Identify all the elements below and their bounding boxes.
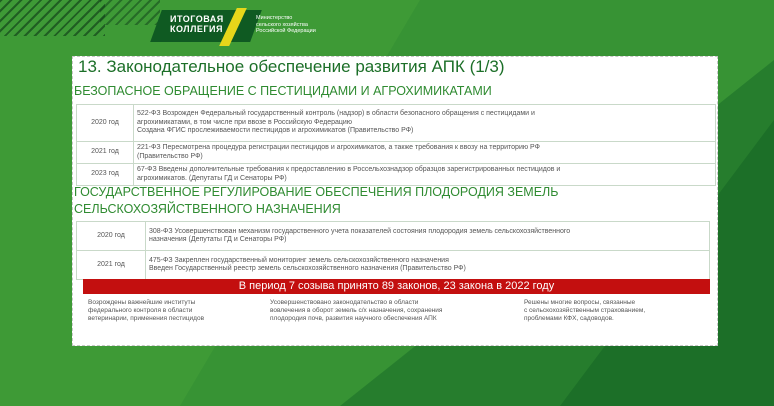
table-row [77,164,716,186]
law-cell [146,251,710,280]
table-row [77,142,716,164]
law-line: 308-ФЗ Усовершенствован механизм государственного учета показателей состояния плодородия земель сельскохозяйственного [149,227,571,235]
ministry-line-1: Министерство [256,15,293,21]
slide-title: 13. Законодательное обеспечение развития АПК (1/3) [78,57,505,76]
section-heading-line: ГОСУДАРСТВЕННОЕ РЕГУЛИРОВАНИЕ ОБЕСПЕЧЕНИЯ ПЛОДОРОДИЯ ЗЕМЕЛЬ [74,185,559,199]
summary-banner: В период 7 созыва принято 89 законов, 23 закона в 2022 году [83,279,710,294]
law-cell [146,222,710,251]
law-line: Введен Государственный реестр земель сельскохозяйственного назначения (Правительство РФ) [149,265,466,272]
decorative-stripes [0,0,105,36]
summary-line: плодородия почв, развития научного обеспечения АПК [270,315,437,322]
section-heading-pesticides: БЕЗОПАСНОЕ ОБРАЩЕНИЕ С ПЕСТИЦИДАМИ И АГРОХИМИКАТАМИ [74,84,492,98]
logo-line-1: ИТОГОВАЯ [170,14,224,24]
year-cell: 2020 год [77,222,146,251]
ministry-line-2: сельского хозяйства [256,21,308,28]
table-row [77,222,710,251]
soil-fertility-table [76,221,710,280]
law-line: агрохимикатов. (Депутаты ГД и Сенаторы РФ) [137,174,287,182]
law-cell [134,164,716,186]
summary-line: Решены многие вопросы, связанные [524,299,636,306]
summary-line: вовлечения в оборот земель с/х назначения, сохранения [270,307,443,314]
law-line: 221-ФЗ Пересмотрена процедура регистрации пестицидов и агрохимикатов, а также требования к ввозу на территорию РФ [137,144,540,151]
summary-column-2 [270,299,442,323]
section-heading-soil-fertility [74,184,558,218]
law-line: 522-ФЗ Возрожден Федеральный государственный контроль (надзор) в области безопасного обращения с пестицидами и [137,110,535,118]
table-row [77,251,710,280]
ministry-line-3: Российской Федерации [256,28,316,34]
section-heading-line: СЕЛЬСКОХОЗЯЙСТВЕННОГО НАЗНАЧЕНИЯ [74,202,341,216]
summary-column-1 [88,299,204,323]
year-cell: 2021 год [77,251,146,280]
law-line: 475-ФЗ Закреплен государственный мониторинг земель сельскохозяйственного назначения [149,256,449,264]
law-line: Создана ФГИС прослеживаемости пестицидов и агрохимикатов (Правительство РФ) [137,127,414,135]
summary-line: Усовершенствовано законодательство в области [270,299,419,306]
law-cell [134,105,716,142]
pesticides-table [76,104,716,186]
logo-line-2: КОЛЛЕГИЯ [170,24,223,34]
summary-line: Возрождены важнейшие институты [88,299,196,306]
law-cell [134,142,716,164]
summary-line: проблемами КФХ, садоводов. [524,315,614,322]
summary-line: федерального контроля в области [88,307,193,314]
law-line: назначения (Депутаты ГД и Сенаторы РФ) [149,236,287,243]
law-line: агрохимикатами, в том числе при ввозе в Российскую Федерацию [137,118,353,126]
logo-text [170,14,224,34]
law-line: 67-ФЗ Введены дополнительные требования к предоставлению в Россельхознадзор образцов зарегистрированных пестицидов и [137,166,561,173]
ministry-caption [256,15,316,35]
summary-column-3 [524,299,645,323]
decorative-stripes-small [100,0,160,25]
law-line: (Правительство РФ) [137,152,203,160]
year-cell: 2020 год [77,105,134,142]
summary-line: с сельскохозяйственным страхованием, [524,307,646,314]
table-row [77,105,716,142]
summary-line: ветеринарии, применения пестицидов [88,315,205,322]
year-cell: 2021 год [77,142,134,164]
year-cell: 2023 год [77,164,134,186]
